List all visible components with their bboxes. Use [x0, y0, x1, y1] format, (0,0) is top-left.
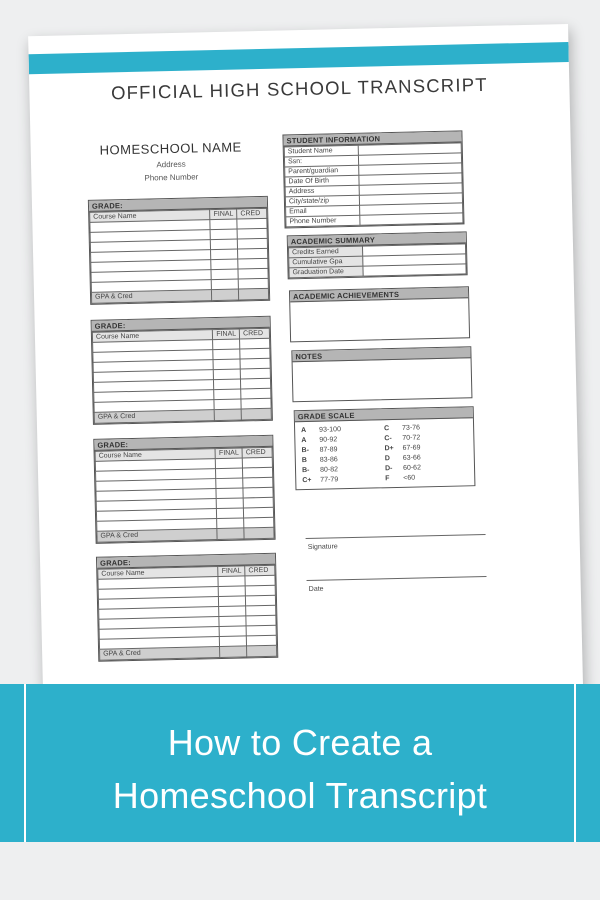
field-label: Date Of Birth: [285, 175, 360, 187]
field-label: Phone Number: [286, 215, 361, 227]
grade-scale-list: [295, 418, 474, 490]
scale-row: D+ 67-69: [384, 444, 421, 453]
paper-sheet: [28, 24, 584, 736]
grade-block-header: GRADE:: [94, 436, 272, 451]
scale-row: A 90-92: [301, 436, 338, 445]
grade-block-header: GRADE:: [97, 554, 275, 569]
grade-block-1: [88, 196, 270, 305]
col-course-name: Course Name: [95, 449, 216, 462]
field-label: Ssn:: [284, 155, 359, 167]
grade-scale-box: [294, 406, 476, 490]
banner-line-2: Homeschool Transcript: [112, 775, 488, 816]
gpa-final-cell[interactable]: [217, 528, 244, 540]
school-info: [71, 139, 272, 185]
scale-row: C- 70-72: [384, 434, 421, 443]
grade-table: [89, 208, 269, 304]
col-course-name: Course Name: [98, 567, 219, 580]
academic-achievements-header: ACADEMIC ACHIEVEMENTS: [290, 287, 468, 302]
grade-block-header: GRADE:: [89, 197, 267, 212]
col-final: FINAL: [218, 566, 245, 577]
top-accent-stripe: [29, 42, 569, 74]
gpa-cred-cell[interactable]: [247, 645, 277, 657]
gpa-final-cell[interactable]: [220, 646, 247, 658]
grade-scale-left: [301, 424, 385, 486]
field-label: Credits Earned: [288, 246, 363, 258]
scale-row: D 63-66: [384, 454, 421, 463]
student-info-table: [284, 142, 464, 227]
date-line[interactable]: [307, 576, 487, 581]
field-value[interactable]: [360, 213, 463, 225]
school-name: HOMESCHOOL NAME: [99, 139, 242, 158]
field-label: City/state/zip: [285, 195, 360, 207]
school-phone: Phone Number: [144, 172, 199, 183]
signature-line[interactable]: [306, 534, 486, 539]
transcript-page: [28, 24, 584, 736]
gpa-cred-cell[interactable]: [244, 527, 274, 539]
col-cred: CRED: [237, 208, 267, 219]
academic-summary-table: [288, 243, 467, 278]
field-label: Student Name: [284, 145, 359, 157]
field-label: Graduation Date: [289, 266, 364, 278]
notes-header: NOTES: [292, 347, 470, 362]
field-label: Cumulative Gpa: [289, 256, 364, 268]
grade-block-header: GRADE:: [92, 317, 270, 332]
academic-summary-box: [287, 231, 468, 279]
banner-title: [0, 716, 600, 822]
academic-achievements-box[interactable]: [289, 286, 470, 342]
gpa-cred-label: GPA & Cred: [100, 647, 221, 661]
grade-block-3: [93, 435, 275, 544]
grade-block-4: [96, 553, 278, 662]
gpa-final-cell[interactable]: [212, 289, 239, 301]
field-label: Parent/guardian: [285, 165, 360, 177]
student-info-box: [282, 130, 464, 228]
grade-table: [97, 565, 277, 661]
grade-scale-right: [384, 422, 468, 484]
gpa-cred-label: GPA & Cred: [91, 290, 212, 304]
scale-row: B- 80-82: [301, 466, 339, 475]
student-info-header: STUDENT INFORMATION: [283, 131, 461, 146]
col-cred: CRED: [240, 328, 270, 339]
col-course-name: Course Name: [90, 210, 211, 223]
field-value[interactable]: [363, 264, 466, 276]
signature-label: Signature: [307, 543, 338, 552]
scale-row: C 73-76: [384, 424, 421, 433]
grade-block-2: [91, 316, 273, 425]
date-label: Date: [308, 585, 324, 593]
gpa-cred-cell[interactable]: [241, 408, 271, 420]
scale-row: A 93-100: [301, 426, 342, 435]
col-cred: CRED: [245, 565, 275, 576]
scale-row: C+ 77-79: [302, 476, 339, 485]
academic-summary-header: ACADEMIC SUMMARY: [288, 232, 466, 247]
field-label: Email: [286, 205, 361, 217]
title-banner: [0, 684, 600, 842]
document-title: OFFICIAL HIGH SCHOOL TRANSCRIPT: [110, 73, 488, 104]
col-final: FINAL: [215, 448, 242, 459]
gpa-cred-label: GPA & Cred: [94, 410, 215, 424]
scale-row: B 83-86: [301, 456, 338, 465]
col-cred: CRED: [242, 447, 272, 458]
grade-scale-header: GRADE SCALE: [295, 407, 473, 422]
banner-line-1: How to Create a: [167, 722, 433, 763]
scale-row: B- 87-89: [301, 446, 338, 455]
gpa-cred-cell[interactable]: [239, 288, 269, 300]
grade-table: [92, 328, 272, 424]
grade-table: [95, 447, 275, 543]
school-address: Address: [156, 159, 186, 170]
gpa-final-cell[interactable]: [215, 409, 242, 421]
col-final: FINAL: [210, 209, 237, 220]
notes-box[interactable]: [291, 346, 472, 402]
col-course-name: Course Name: [92, 330, 213, 343]
scale-row: F <60: [385, 474, 416, 483]
col-final: FINAL: [213, 329, 240, 340]
scale-row: D- 60-62: [384, 464, 422, 473]
field-label: Address: [285, 185, 360, 197]
gpa-cred-label: GPA & Cred: [97, 529, 218, 543]
